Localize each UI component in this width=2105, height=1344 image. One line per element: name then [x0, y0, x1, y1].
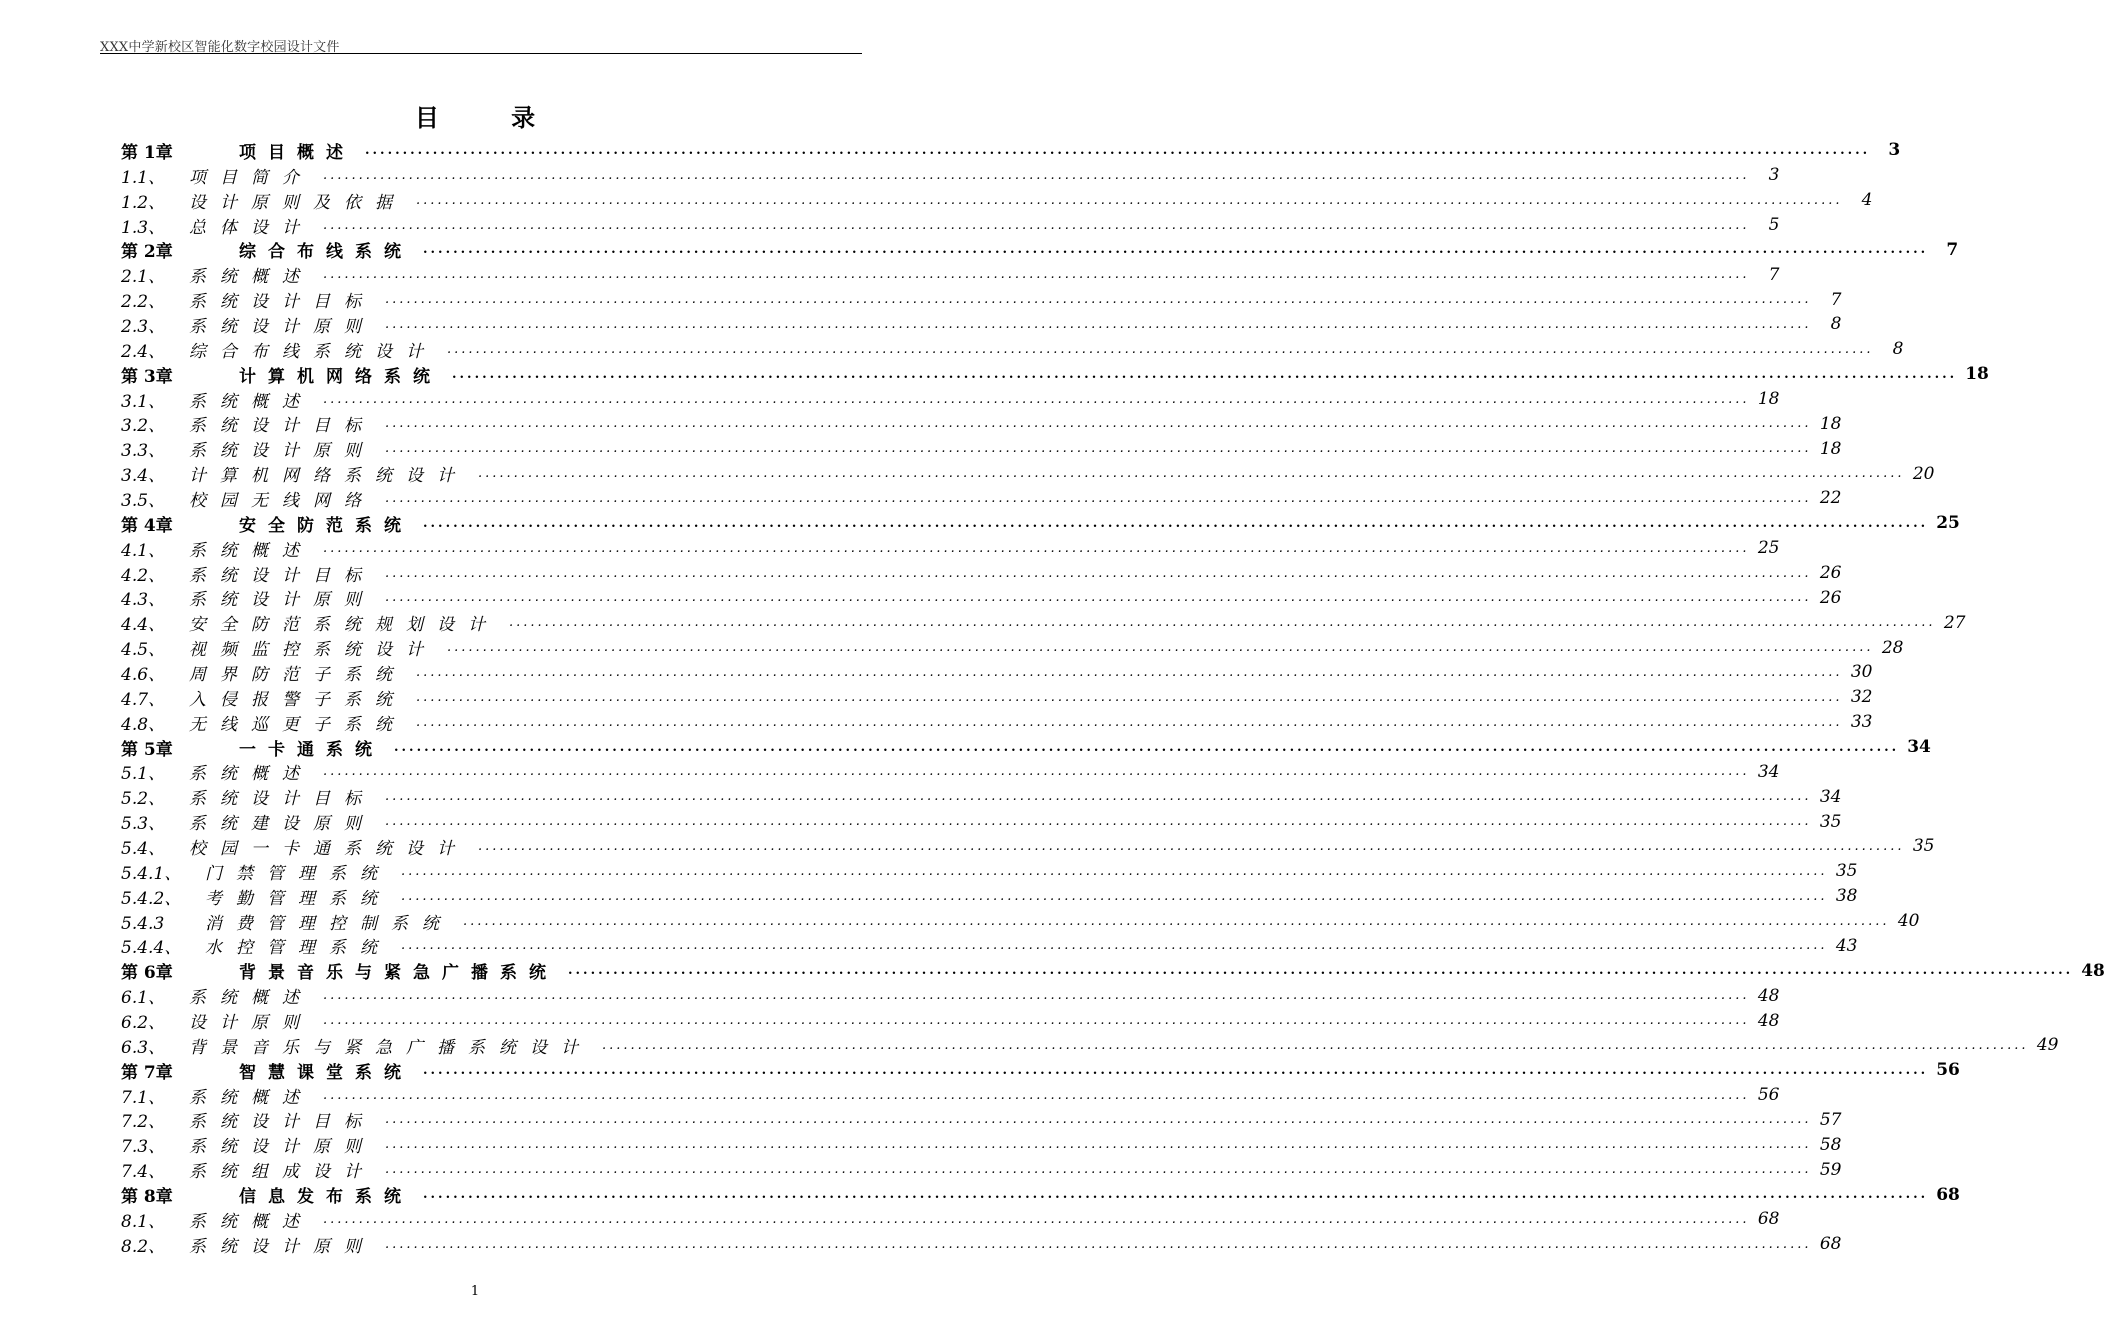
toc-entry-page: 59	[1819, 1159, 1842, 1180]
toc-entry-page: 3	[1768, 165, 1780, 186]
toc-dot-leader: ........................................................................................................................................................................................................	[323, 267, 1750, 283]
toc-entry-page: 4	[1861, 190, 1873, 211]
toc-dot-leader: ........................................................................................................................................................................................................	[385, 565, 1812, 581]
toc-dot-leader: ........................................................................................................................................................................................................	[385, 316, 1812, 332]
toc-section-entry[interactable]	[121, 884, 1858, 909]
toc-entry-label	[121, 387, 313, 412]
toc-section-entry[interactable]	[121, 561, 1842, 586]
toc-entry-label	[121, 983, 313, 1008]
toc-entry-label	[121, 784, 375, 809]
toc-entry-page: 3	[1888, 140, 1901, 161]
toc-entry-title: 系统概述	[189, 267, 313, 288]
toc-entry-title: 系统设计原则	[189, 590, 375, 611]
toc-entry-page: 28	[1881, 637, 1904, 658]
toc-entry-title: 系统设计目标	[189, 1112, 375, 1133]
toc-entry-number: 6.2、	[121, 1013, 166, 1034]
toc-entry-label	[121, 610, 499, 635]
toc-entry-label	[121, 809, 375, 834]
toc-entry-number: 4.7、	[121, 689, 166, 710]
toc-entry-label	[121, 933, 391, 958]
toc-entry-page: 56	[1757, 1085, 1780, 1106]
toc-entry-title: 消费管理控制系统	[205, 913, 453, 934]
toc-entry-label	[121, 859, 391, 884]
toc-section-entry[interactable]	[121, 1108, 1842, 1133]
toc-entry-label	[121, 287, 375, 312]
toc-entry-page: 7	[1946, 239, 1959, 260]
toc-section-entry[interactable]	[121, 287, 1842, 313]
toc-section-entry[interactable]	[121, 1083, 1780, 1108]
toc-entry-page: 30	[1850, 662, 1873, 683]
toc-entry-title: 综合布线系统设计	[189, 341, 437, 362]
toc-entry-number: 1.2、	[121, 192, 166, 213]
toc-section-entry[interactable]	[121, 710, 1873, 735]
toc-section-entry[interactable]	[121, 486, 1842, 511]
toc-entry-label	[121, 1058, 413, 1083]
toc-entry-number: 5.1、	[121, 764, 166, 785]
toc-dot-leader: ........................................................................................................................................................................................................	[385, 590, 1812, 606]
toc-entry-label	[121, 1207, 313, 1232]
toc-dot-leader: ........................................................................................................................................................................................................	[323, 1013, 1750, 1028]
toc-entry-title: 系统设计原则	[189, 316, 375, 337]
toc-entry-page: 25	[1936, 513, 1960, 534]
toc-entry-label	[121, 237, 413, 262]
toc-entry-page: 34	[1819, 786, 1842, 807]
toc-entry-label	[121, 1182, 413, 1207]
toc-entry-title: 背景音乐与紧急广播系统	[239, 963, 558, 984]
toc-entry-number: 8.2、	[121, 1236, 166, 1257]
toc-entry-label	[121, 660, 406, 685]
toc-dot-leader: ........................................................................................................................................................................................................	[385, 416, 1812, 432]
toc-section-entry[interactable]	[121, 312, 1842, 337]
toc-entry-number: 5.4、	[121, 839, 166, 859]
toc-dot-leader: ........................................................................................................................................................................................................	[509, 615, 1936, 631]
toc-entry-label	[121, 536, 313, 561]
toc-entry-number: 2.2、	[121, 292, 166, 313]
toc-entry-label	[121, 1008, 313, 1033]
toc-entry-page: 27	[1943, 612, 1966, 633]
toc-entry-page: 18	[1819, 438, 1842, 459]
toc-section-entry[interactable]	[121, 411, 1842, 437]
toc-entry-page: 8	[1830, 314, 1842, 335]
toc-entry-page: 43	[1835, 935, 1858, 956]
toc-entry-number: 5.2、	[121, 789, 166, 810]
toc-entry-page: 68	[1757, 1209, 1780, 1230]
toc-section-entry[interactable]	[121, 585, 1842, 611]
toc-dot-leader: ........................................................................................................................................................................................................	[385, 789, 1812, 805]
header-text: XXX中学新校区智能化数字校园设计文件	[100, 40, 340, 55]
toc-entry-label	[121, 312, 375, 337]
toc-dot-leader: ........................................................................................................................................................................................................	[323, 988, 1750, 1004]
toc-entry-title: 水控管理系统	[205, 938, 391, 959]
toc-dot-leader: ........................................................................................................................................................................................................	[394, 739, 1900, 755]
toc-section-entry[interactable]	[121, 163, 1780, 188]
toc-entry-number: 3.1、	[121, 391, 166, 412]
toc-entry-label	[121, 1083, 313, 1108]
toc-entry-title: 系统概述	[189, 540, 313, 561]
toc-entry-title: 校园无线网络	[189, 490, 375, 511]
toc-entry-number: 7.2、	[121, 1112, 166, 1133]
toc-entry-page: 38	[1835, 886, 1858, 907]
toc-entry-page: 8	[1892, 339, 1904, 360]
toc-entry-label	[121, 1157, 375, 1182]
toc-entry-page: 48	[2081, 960, 2105, 981]
toc-entry-page: 7	[1768, 264, 1780, 285]
toc-entry-page: 35	[1912, 836, 1935, 857]
toc-entry-title: 系统概述	[189, 1087, 313, 1108]
toc-section-entry[interactable]	[121, 436, 1842, 462]
toc-dot-leader: ........................................................................................................................................................................................................	[323, 217, 1750, 233]
toc-entry-page: 48	[1757, 1010, 1780, 1031]
toc-section-entry[interactable]	[121, 834, 1935, 859]
toc-entry-number: 第 5章	[121, 739, 173, 760]
toc-dot-leader: ........................................................................................................................................................................................................	[323, 1211, 1750, 1227]
toc-dot-leader: ........................................................................................................................................................................................................	[323, 1087, 1750, 1103]
toc-section-entry[interactable]	[121, 1033, 2059, 1058]
toc-entry-title: 系统设计原则	[189, 1236, 375, 1257]
toc-entry-title: 系统设计目标	[189, 292, 375, 313]
toc-entry-number: 4.4、	[121, 615, 166, 636]
toc-chapter-entry[interactable]	[121, 958, 2105, 984]
toc-section-entry[interactable]	[121, 635, 1904, 661]
toc-entry-title: 系统设计目标	[189, 565, 375, 586]
toc-entry-label	[121, 163, 313, 188]
toc-entry-page: 68	[1936, 1184, 1960, 1205]
toc-entry-label	[121, 1132, 375, 1157]
toc-dot-leader: ........................................................................................................................................................................................................	[416, 714, 1843, 730]
toc-chapter-entry[interactable]	[121, 735, 1931, 760]
toc-dot-leader: ........................................................................................................................................................................................................	[423, 242, 1929, 258]
toc-entry-label	[121, 585, 375, 610]
toc-entry-page: 48	[1757, 985, 1780, 1006]
toc-entry-label	[121, 461, 468, 486]
toc-entry-title: 系统概述	[189, 764, 313, 785]
toc-entry-number: 7.4、	[121, 1162, 166, 1183]
toc-entry-title: 视频监控系统设计	[189, 640, 437, 661]
toc-dot-leader: ........................................................................................................................................................................................................	[423, 1187, 1929, 1203]
toc-entry-label	[121, 337, 437, 362]
toc-entry-label	[121, 735, 384, 760]
toc-entry-label	[121, 710, 406, 735]
toc-entry-number: 5.4.1、	[121, 863, 182, 884]
toc-entry-number: 7.3、	[121, 1137, 166, 1158]
toc-section-entry[interactable]	[121, 213, 1780, 238]
toc-entry-page: 34	[1757, 761, 1780, 782]
toc-section-entry[interactable]	[121, 759, 1780, 785]
toc-section-entry[interactable]	[121, 461, 1935, 487]
toc-entry-label	[121, 486, 375, 511]
toc-entry-label	[121, 1033, 592, 1058]
toc-entry-number: 6.3、	[121, 1037, 166, 1058]
toc-entry-label	[121, 436, 375, 461]
toc-entry-title: 安全防范系统	[239, 515, 413, 536]
toc-entry-number: 4.8、	[121, 714, 166, 735]
toc-entry-number: 第 4章	[121, 515, 173, 536]
toc-entry-label	[121, 834, 468, 859]
toc-dot-leader: ........................................................................................................................................................................................................	[385, 814, 1812, 830]
toc-dot-leader: ........................................................................................................................................................................................................	[423, 515, 1929, 531]
toc-dot-leader: ........................................................................................................................................................................................................	[401, 938, 1828, 954]
toc-entry-number: 6.1、	[121, 988, 166, 1009]
toc-entry-number: 4.6、	[121, 664, 166, 685]
toc-entry-label	[121, 561, 375, 586]
toc-entry-number: 5.4.3	[121, 913, 165, 934]
toc-entry-page: 26	[1819, 563, 1842, 584]
toc-entry-title: 项目概述	[239, 142, 355, 163]
toc-entry-title: 系统设计原则	[189, 441, 375, 462]
toc-chapter-entry[interactable]	[121, 1182, 1960, 1208]
toc-section-entry[interactable]	[121, 1132, 1842, 1158]
toc-entry-page: 68	[1819, 1234, 1842, 1255]
toc-entry-title: 门禁管理系统	[205, 863, 391, 884]
toc-entry-title: 校园一卡通系统设计	[189, 839, 468, 859]
toc-entry-number: 第 3章	[121, 366, 173, 387]
toc-section-entry[interactable]	[121, 685, 1873, 710]
toc-entry-title: 信息发布系统	[239, 1187, 413, 1208]
toc-entry-number: 2.3、	[121, 316, 166, 337]
toc-section-entry[interactable]	[121, 1232, 1842, 1257]
toc-entry-title: 系统概述	[189, 988, 313, 1009]
toc-dot-leader: ........................................................................................................................................................................................................	[447, 341, 1874, 357]
toc-section-entry[interactable]	[121, 1008, 1780, 1034]
toc-entry-number: 3.5、	[121, 490, 166, 511]
toc-dot-leader: ........................................................................................................................................................................................................	[452, 366, 1958, 382]
toc-section-entry[interactable]	[121, 337, 1904, 362]
toc-entry-title: 综合布线系统	[239, 242, 413, 263]
toc-entry-title: 入侵报警子系统	[189, 689, 406, 710]
toc-entry-page: 40	[1897, 911, 1920, 932]
toc-entry-page: 18	[1757, 389, 1780, 410]
toc-entry-label	[121, 685, 406, 710]
toc-entry-label	[121, 138, 355, 163]
toc-dot-leader: ........................................................................................................................................................................................................	[323, 540, 1750, 556]
toc-entry-title: 设计原则及依据	[189, 192, 406, 213]
toc-chapter-entry[interactable]	[121, 237, 1959, 263]
toc-entry-label	[121, 759, 313, 784]
toc-entry-title: 考勤管理系统	[205, 888, 391, 909]
toc-entry-label	[121, 884, 391, 909]
toc-entry-page: 7	[1830, 289, 1842, 310]
toc-section-entry[interactable]	[121, 983, 1780, 1009]
toc-entry-number: 4.5、	[121, 640, 166, 661]
toc-dot-leader: ........................................................................................................................................................................................................	[602, 1037, 2029, 1053]
toc-dot-leader: ........................................................................................................................................................................................................	[385, 1162, 1812, 1178]
toc-dot-leader: ........................................................................................................................................................................................................	[568, 963, 2074, 979]
toc-entry-title: 周界防范子系统	[189, 664, 406, 685]
toc-section-entry[interactable]	[121, 387, 1780, 412]
toc-entry-number: 4.3、	[121, 590, 166, 611]
toc-section-entry[interactable]	[121, 536, 1780, 561]
toc-entry-label	[121, 1232, 375, 1257]
toc-section-entry[interactable]	[121, 784, 1842, 810]
toc-entry-number: 5.4.4、	[121, 938, 182, 959]
toc-entry-label	[121, 511, 413, 536]
toc-entry-title: 系统设计原则	[189, 1137, 375, 1158]
toc-entry-label	[121, 188, 406, 213]
toc-entry-number: 第 8章	[121, 1187, 173, 1208]
toc-dot-leader: ........................................................................................................................................................................................................	[401, 863, 1828, 879]
toc-entry-title: 系统概述	[189, 391, 313, 412]
toc-entry-title: 系统设计目标	[189, 416, 375, 437]
toc-dot-leader: ........................................................................................................................................................................................................	[385, 441, 1812, 457]
toc-entry-page: 34	[1907, 737, 1931, 758]
toc-entry-number: 5.3、	[121, 814, 166, 835]
toc-entry-number: 3.2、	[121, 416, 166, 437]
toc-entry-label	[121, 213, 313, 238]
toc-entry-number: 2.4、	[121, 341, 166, 362]
toc-entry-page: 35	[1819, 811, 1842, 832]
toc-entry-page: 20	[1912, 463, 1935, 484]
toc-section-entry[interactable]	[121, 610, 1966, 636]
page-number: 1	[470, 1284, 480, 1299]
toc-entry-title: 背景音乐与紧急广播系统设计	[189, 1037, 592, 1058]
toc-entry-number: 第 1章	[121, 142, 173, 163]
toc-entry-label	[121, 362, 442, 387]
toc-entry-title: 系统组成设计	[189, 1162, 375, 1183]
toc-dot-leader: ........................................................................................................................................................................................................	[385, 1112, 1812, 1128]
toc-entry-number: 4.1、	[121, 540, 166, 561]
toc-dot-leader: ........................................................................................................................................................................................................	[385, 1236, 1812, 1252]
toc-entry-label	[121, 1107, 375, 1132]
toc-entry-number: 1.3、	[121, 217, 166, 238]
toc-chapter-entry[interactable]	[121, 362, 1989, 387]
toc-entry-number: 8.1、	[121, 1211, 166, 1232]
toc-entry-number: 3.4、	[121, 466, 166, 487]
toc-dot-leader: ........................................................................................................................................................................................................	[365, 142, 1871, 158]
toc-dot-leader: ........................................................................................................................................................................................................	[423, 1062, 1929, 1078]
toc-entry-number: 第 2章	[121, 242, 173, 263]
toc-entry-label	[121, 635, 437, 660]
toc-entry-label	[121, 958, 558, 983]
toc-section-entry[interactable]	[121, 1207, 1780, 1232]
toc-section-entry[interactable]	[121, 188, 1873, 213]
toc-entry-page: 26	[1819, 587, 1842, 608]
running-header	[100, 36, 862, 54]
toc-dot-leader: ........................................................................................................................................................................................................	[463, 913, 1890, 929]
toc-entry-title: 设计原则	[189, 1013, 313, 1034]
toc-entry-title: 总体设计	[189, 217, 313, 238]
toc-entry-page: 18	[1819, 413, 1842, 434]
toc-entry-number: 2.1、	[121, 267, 166, 288]
toc-dot-leader: ........................................................................................................................................................................................................	[416, 689, 1843, 705]
toc-dot-leader: ........................................................................................................................................................................................................	[323, 167, 1750, 183]
toc-entry-page: 56	[1936, 1060, 1960, 1081]
toc-entry-title: 计算机网络系统设计	[189, 466, 468, 487]
toc-title: 目 录	[414, 103, 568, 132]
toc-entry-title: 智慧课堂系统	[239, 1062, 413, 1083]
toc-entry-page: 57	[1819, 1109, 1842, 1130]
toc-dot-leader: ........................................................................................................................................................................................................	[416, 192, 1843, 208]
toc-dot-leader: ........................................................................................................................................................................................................	[385, 490, 1812, 506]
toc-entry-page: 33	[1850, 712, 1873, 733]
toc-entry-title: 安全防范系统规划设计	[189, 615, 499, 636]
toc-dot-leader: ........................................................................................................................................................................................................	[323, 391, 1750, 407]
toc-entry-title: 系统建设原则	[189, 814, 375, 835]
toc-section-entry[interactable]	[121, 934, 1858, 959]
toc-entry-number: 第 7章	[121, 1062, 173, 1083]
toc-entry-number: 第 6章	[121, 963, 173, 984]
toc-entry-title: 无线巡更子系统	[189, 714, 406, 735]
toc-dot-leader: ........................................................................................................................................................................................................	[478, 466, 1905, 482]
toc-entry-page: 18	[1965, 364, 1989, 385]
toc-chapter-entry[interactable]	[121, 1058, 1960, 1083]
toc-chapter-entry[interactable]	[121, 138, 1901, 163]
toc-section-entry[interactable]	[121, 660, 1873, 685]
toc-entry-page: 58	[1819, 1134, 1842, 1155]
toc-entry-title: 系统设计目标	[189, 789, 375, 810]
toc-section-entry[interactable]	[121, 909, 1920, 934]
toc-entry-page: 32	[1850, 687, 1873, 708]
toc-entry-number: 4.2、	[121, 565, 166, 586]
toc-dot-leader: ........................................................................................................................................................................................................	[385, 1137, 1812, 1153]
toc-section-entry[interactable]	[121, 859, 1858, 884]
toc-dot-leader: ........................................................................................................................................................................................................	[323, 764, 1750, 780]
toc-entry-number: 3.3、	[121, 441, 166, 462]
toc-section-entry[interactable]	[121, 809, 1842, 835]
toc-entry-page: 22	[1819, 488, 1842, 509]
toc-entry-title: 计算机网络系统	[239, 366, 442, 387]
toc-chapter-entry[interactable]	[121, 511, 1960, 536]
toc-section-entry[interactable]	[121, 262, 1780, 288]
toc-entry-number: 5.4.2、	[121, 888, 182, 909]
toc-entry-page: 35	[1835, 861, 1858, 882]
toc-entry-page: 49	[2036, 1035, 2059, 1056]
toc-entry-title: 项目简介	[189, 167, 313, 188]
toc-entry-label	[121, 909, 453, 934]
toc-entry-title: 系统概述	[189, 1211, 313, 1232]
toc-entry-number: 1.1、	[121, 167, 166, 188]
table-of-contents	[121, 138, 2105, 1257]
toc-dot-leader: ........................................................................................................................................................................................................	[478, 838, 1905, 854]
toc-dot-leader: ........................................................................................................................................................................................................	[385, 292, 1812, 308]
toc-entry-page: 25	[1757, 538, 1780, 559]
toc-entry-number: 7.1、	[121, 1087, 166, 1108]
toc-entry-label	[121, 411, 375, 436]
toc-dot-leader: ........................................................................................................................................................................................................	[401, 888, 1828, 904]
toc-section-entry[interactable]	[121, 1157, 1842, 1183]
toc-entry-page: 5	[1768, 215, 1780, 235]
toc-entry-label	[121, 262, 313, 287]
toc-dot-leader: ........................................................................................................................................................................................................	[447, 640, 1874, 656]
toc-dot-leader: ........................................................................................................................................................................................................	[416, 664, 1843, 680]
toc-entry-title: 一卡通系统	[239, 739, 384, 760]
